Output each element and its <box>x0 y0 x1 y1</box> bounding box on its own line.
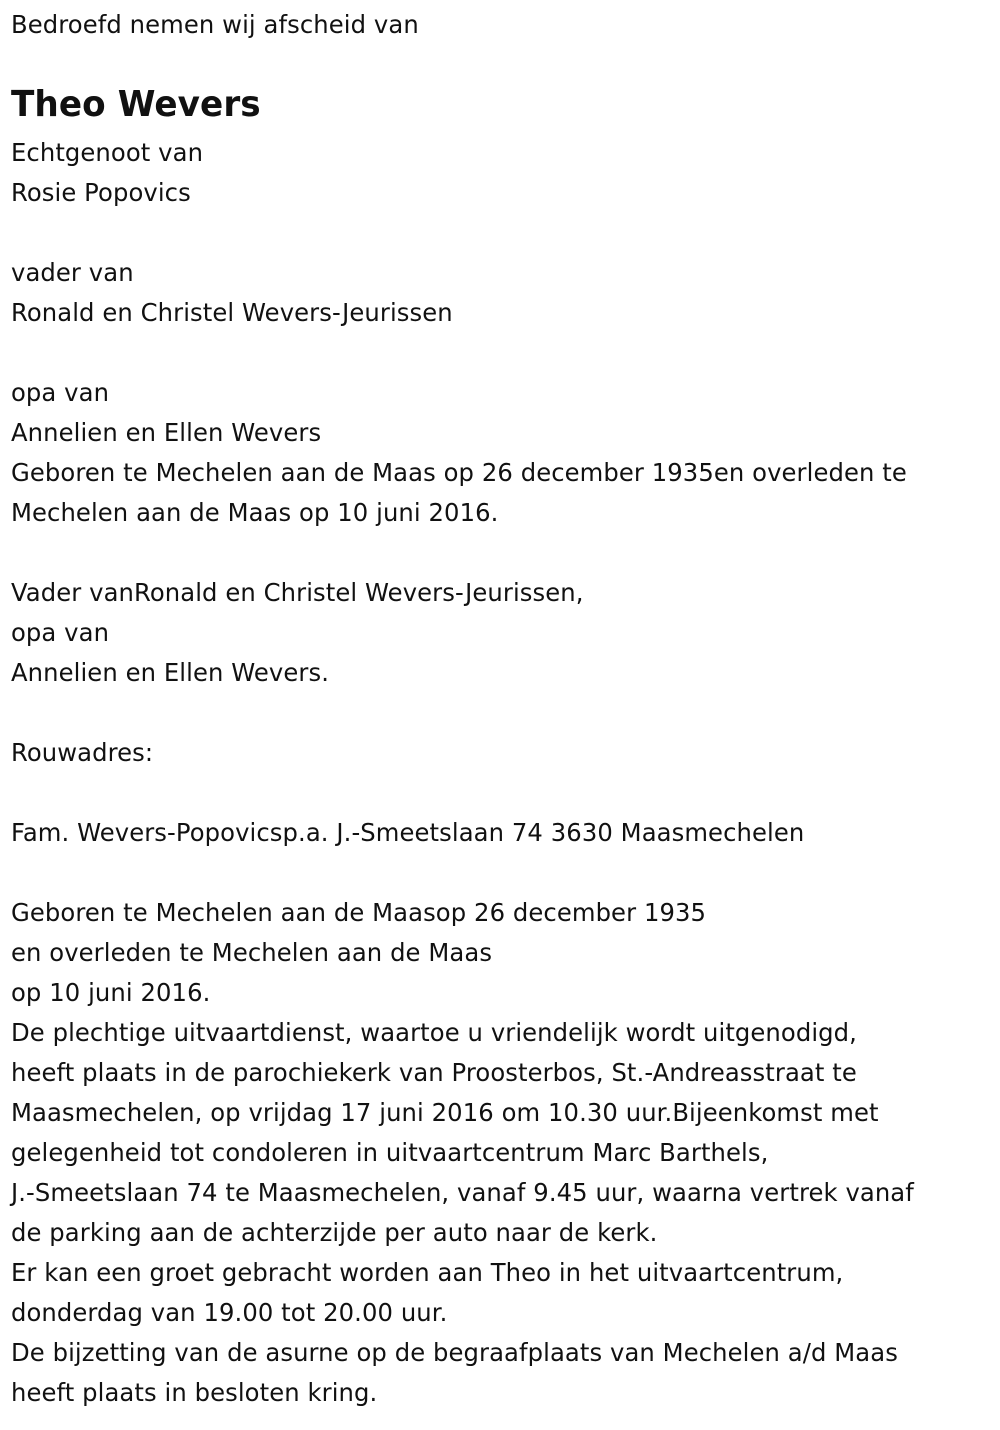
details-line: De plechtige uitvaartdienst, waartoe u vriendelijk wordt uitgenodigd, <box>11 1018 857 1047</box>
address-value: Fam. Wevers-Popovicsp.a. J.-Smeetslaan 74 3630 Maasmechelen <box>11 818 805 847</box>
family-repeat-line-2: opa van <box>11 618 110 647</box>
birth-death-line-2: Mechelen aan de Maas op 10 juni 2016. <box>11 498 499 527</box>
intro-text: Bedroefd nemen wij afscheid van <box>11 10 419 39</box>
details-line: De bijzetting van de asurne op de begraafplaats van Mechelen a/d Maas <box>11 1338 898 1367</box>
details-line: J.-Smeetslaan 74 te Maasmechelen, vanaf 9.45 uur, waarna vertrek vanaf <box>11 1178 914 1207</box>
grandchildren-names: Annelien en Ellen Wevers <box>11 418 322 447</box>
details-line: Maasmechelen, op vrijdag 17 juni 2016 om 10.30 uur.Bijeenkomst met <box>11 1098 879 1127</box>
spouse-label: Echtgenoot van <box>11 138 204 167</box>
grandfather-label: opa van <box>11 378 110 407</box>
family-repeat-line-3: Annelien en Ellen Wevers. <box>11 658 330 687</box>
deceased-name: Theo Wevers <box>11 84 261 125</box>
address-label: Rouwadres: <box>11 738 154 767</box>
details-line: heeft plaats in de parochiekerk van Proosterbos, St.-Andreasstraat te <box>11 1058 857 1087</box>
birth-death-line-1: Geboren te Mechelen aan de Maas op 26 december 1935en overleden te <box>11 458 907 487</box>
details-line: de parking aan de achterzijde per auto naar de kerk. <box>11 1218 658 1247</box>
details-line: gelegenheid tot condoleren in uitvaartcentrum Marc Barthels, <box>11 1138 769 1167</box>
father-label: vader van <box>11 258 134 287</box>
family-repeat-line-1: Vader vanRonald en Christel Wevers-Jeurissen, <box>11 578 584 607</box>
details-line: heeft plaats in besloten kring. <box>11 1378 378 1407</box>
details-line: en overleden te Mechelen aan de Maas <box>11 938 493 967</box>
details-line: op 10 juni 2016. <box>11 978 211 1007</box>
details-line: donderdag van 19.00 tot 20.00 uur. <box>11 1298 448 1327</box>
children-names: Ronald en Christel Wevers-Jeurissen <box>11 298 453 327</box>
details-line: Er kan een groet gebracht worden aan Theo in het uitvaartcentrum, <box>11 1258 844 1287</box>
spouse-name: Rosie Popovics <box>11 178 191 207</box>
details-line: Geboren te Mechelen aan de Maasop 26 december 1935 <box>11 898 707 927</box>
